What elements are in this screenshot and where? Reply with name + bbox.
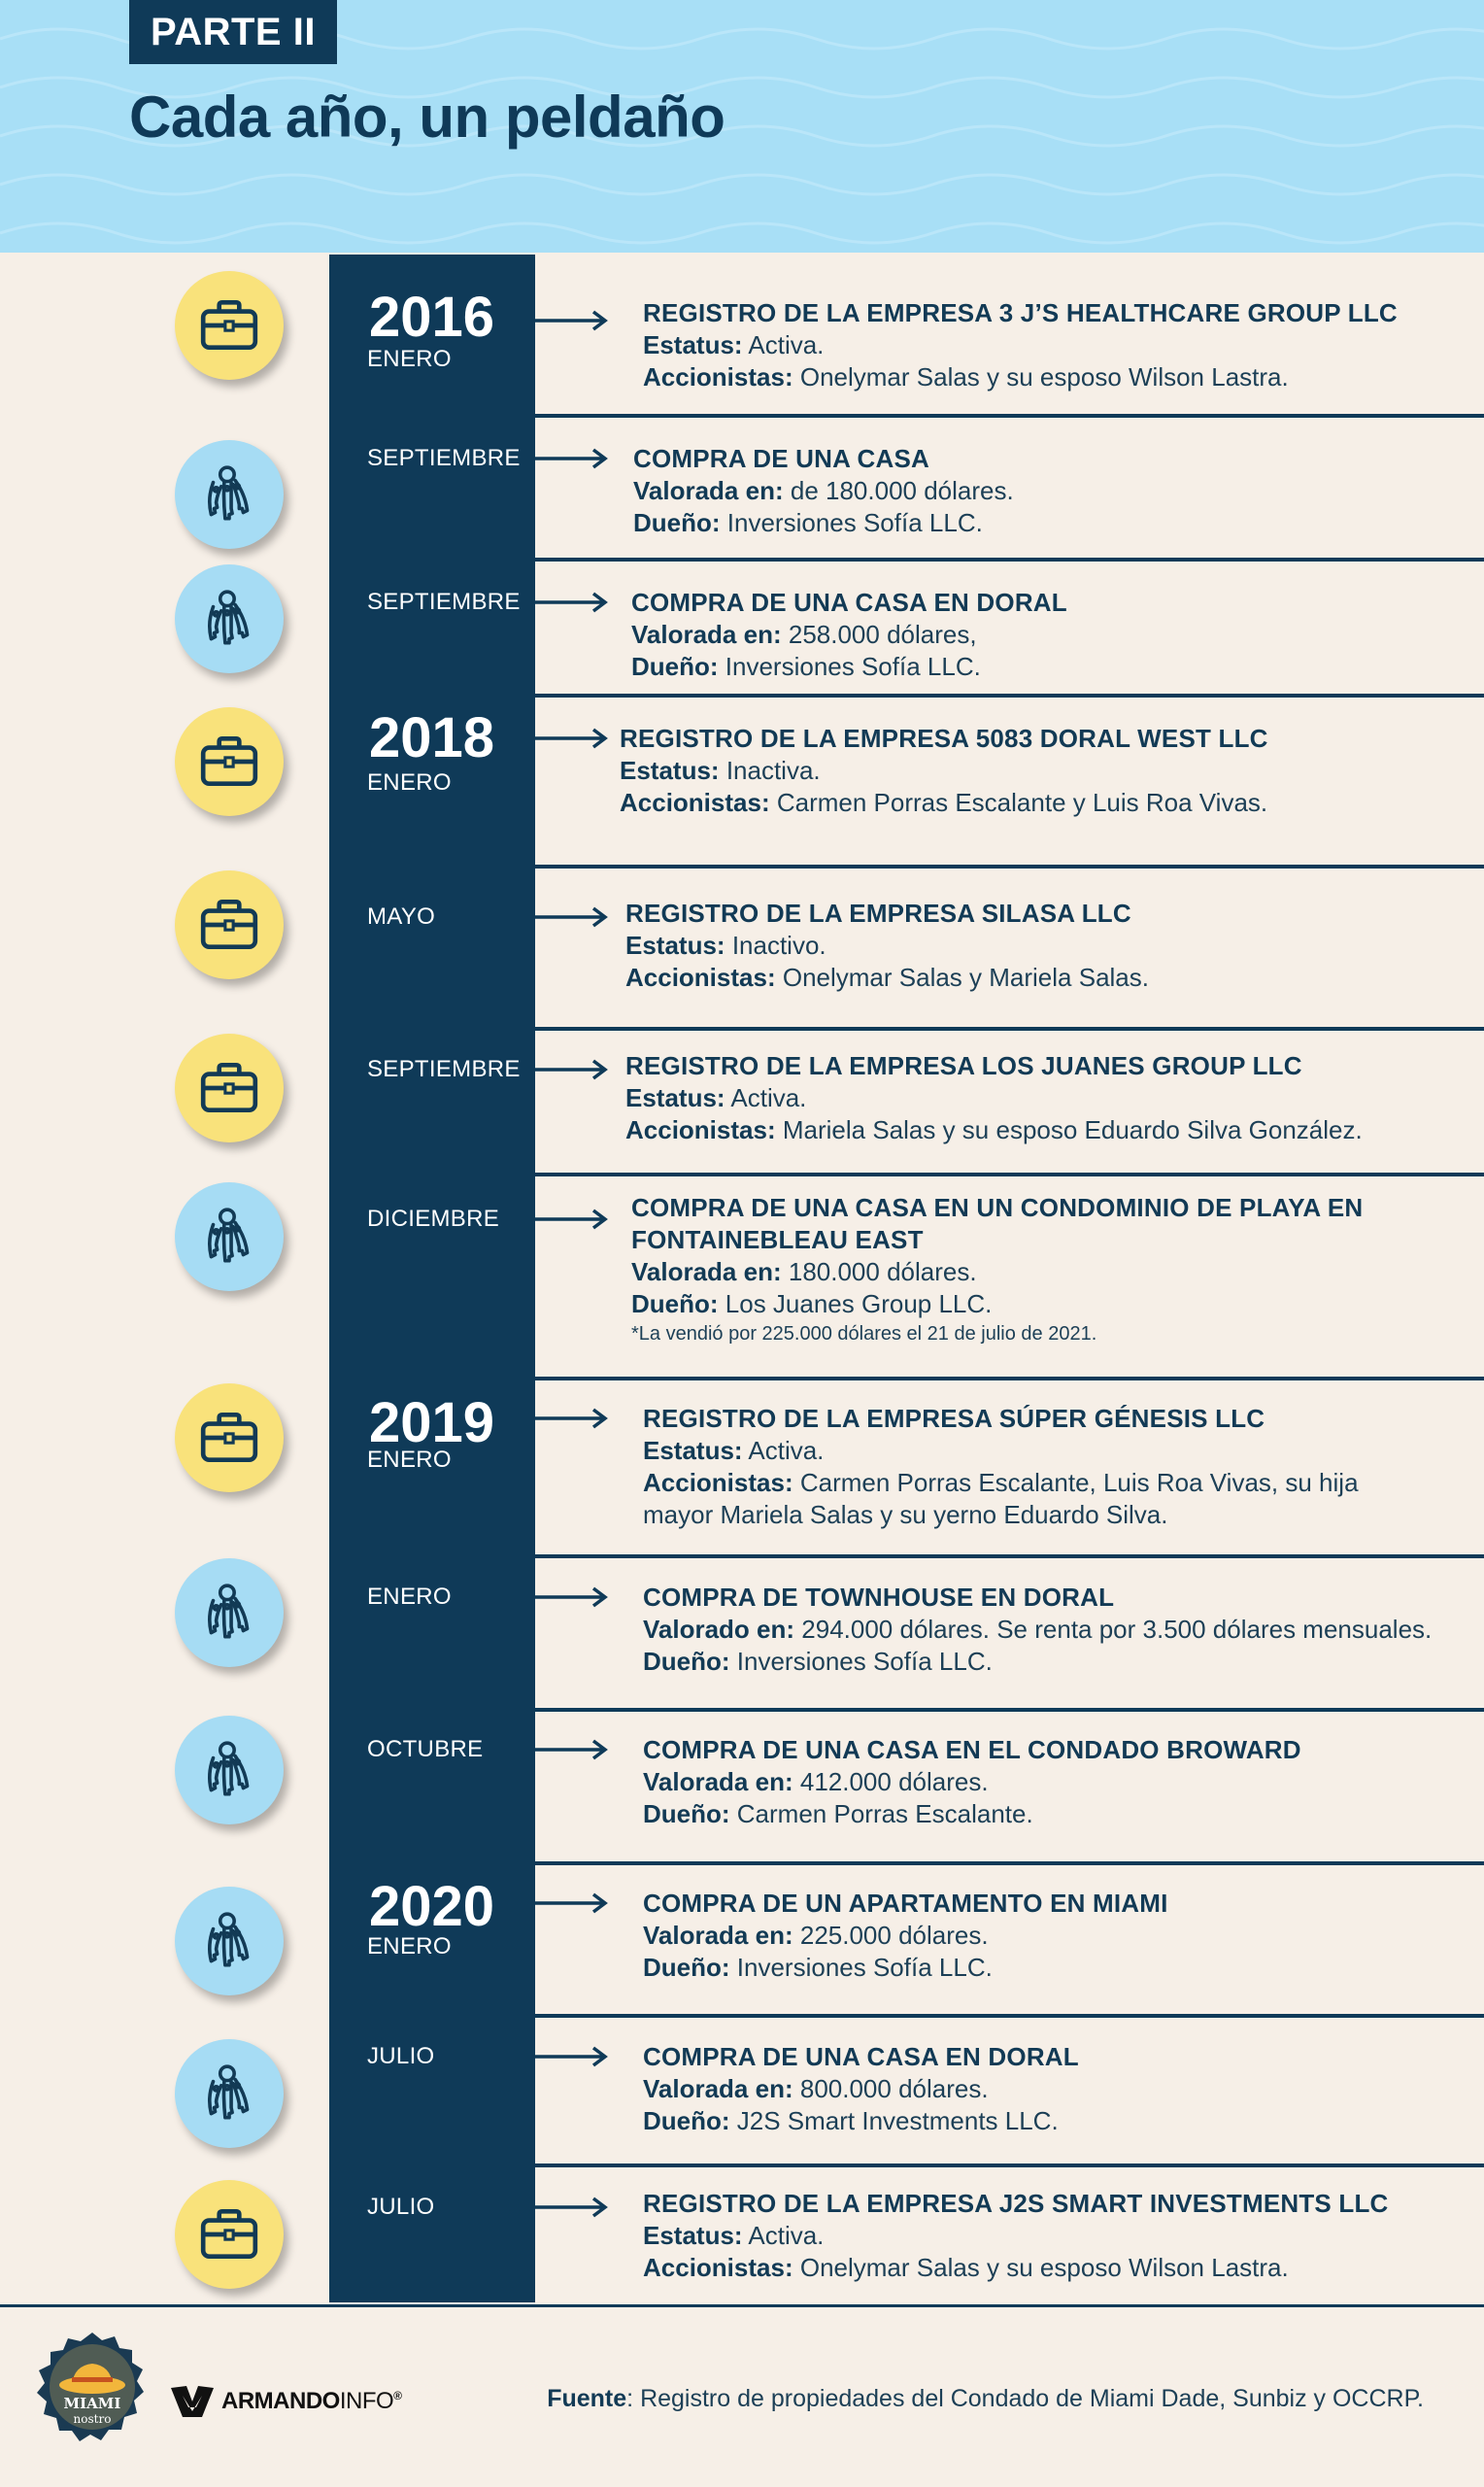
divider xyxy=(535,1027,1484,1031)
entry-text xyxy=(643,297,1398,393)
owner-label: Dueño: xyxy=(633,508,721,537)
owner-label: Dueño: xyxy=(643,2106,730,2135)
entry-title: COMPRA DE UNA CASA EN DORAL xyxy=(643,2042,1079,2071)
divider xyxy=(535,1708,1484,1712)
shareholders-label: Accionistas: xyxy=(643,2253,793,2282)
page-title: Cada año, un peldaño xyxy=(129,85,725,150)
entry-title: COMPRA DE UNA CASA xyxy=(633,444,930,473)
divider xyxy=(535,1377,1484,1380)
keys-icon xyxy=(175,564,284,673)
shareholders-label: Accionistas: xyxy=(625,1115,776,1144)
year-label: 2018 xyxy=(369,706,495,769)
status-label: Estatus: xyxy=(643,1436,743,1465)
status-label: Estatus: xyxy=(643,330,743,359)
value-label: Valorada en: xyxy=(631,1257,782,1286)
arrow-icon xyxy=(535,447,613,470)
arrow-icon xyxy=(535,591,613,614)
year-label: 2019 xyxy=(369,1391,495,1454)
value-label: Valorada en: xyxy=(643,1767,793,1796)
arrow-icon xyxy=(535,1058,613,1081)
month-label: SEPTIEMBRE xyxy=(367,1056,521,1082)
entry-title: REGISTRO DE LA EMPRESA 3 J’S HEALTHCARE GROUP LLC xyxy=(643,298,1398,327)
shareholders-value: Carmen Porras Escalante y Luis Roa Vivas. xyxy=(776,788,1268,817)
value-value: 225.000 dólares. xyxy=(799,1921,989,1950)
nostro-logo-text: nostro xyxy=(73,2412,112,2426)
year-label: 2020 xyxy=(369,1875,495,1938)
owner-value: Inversiones Sofía LLC. xyxy=(725,652,981,681)
entry-title-cont: FONTAINEBLEAU EAST xyxy=(631,1225,924,1254)
shareholders-value: Onelymar Salas y Mariela Salas. xyxy=(782,963,1149,992)
source-label: Fuente xyxy=(547,2385,627,2412)
value-value: 412.000 dólares. xyxy=(799,1767,989,1796)
entry-title: REGISTRO DE LA EMPRESA J2S SMART INVESTMENTS LLC xyxy=(643,2189,1389,2218)
arrow-icon xyxy=(535,2045,613,2068)
entry-title: COMPRA DE UNA CASA EN DORAL xyxy=(631,588,1067,617)
owner-value: J2S Smart Investments LLC. xyxy=(736,2106,1059,2135)
arrow-icon xyxy=(535,2196,613,2219)
divider xyxy=(535,1861,1484,1865)
miami-logo-text: MIAMI xyxy=(63,2395,121,2412)
value-label: Valorado en: xyxy=(643,1615,795,1644)
briefcase-icon xyxy=(175,1383,284,1492)
divider xyxy=(535,414,1484,418)
source-text: : Registro de propiedades del Condado de Miami Dade, Sunbiz y OCCRP. xyxy=(626,2385,1424,2412)
arrow-icon xyxy=(535,1585,613,1609)
value-value: 180.000 dólares. xyxy=(788,1257,977,1286)
entry-text xyxy=(620,723,1268,819)
entry-title: COMPRA DE UNA CASA EN EL CONDADO BROWARD xyxy=(643,1735,1301,1764)
footer xyxy=(0,2307,1484,2487)
month-label: OCTUBRE xyxy=(367,1736,484,1762)
section-label: PARTE II xyxy=(129,0,337,64)
divider xyxy=(535,1173,1484,1176)
header xyxy=(0,0,1484,253)
month-label: ENERO xyxy=(367,1933,452,1959)
shareholders-value-cont: mayor Mariela Salas y su yerno Eduardo Silva. xyxy=(643,1500,1168,1529)
owner-value: Inversiones Sofía LLC. xyxy=(736,1647,993,1676)
month-label: ENERO xyxy=(367,1447,452,1473)
owner-label: Dueño: xyxy=(643,1647,730,1676)
entry-title: REGISTRO DE LA EMPRESA LOS JUANES GROUP LLC xyxy=(625,1051,1302,1080)
owner-label: Dueño: xyxy=(643,1953,730,1982)
owner-label: Dueño: xyxy=(631,1289,719,1318)
entry-text xyxy=(625,898,1149,994)
timeline-spine xyxy=(329,255,535,2302)
keys-icon xyxy=(175,1887,284,1995)
month-label: JULIO xyxy=(367,2043,435,2069)
entry-title: REGISTRO DE LA EMPRESA 5083 DORAL WEST LLC xyxy=(620,724,1268,753)
owner-label: Dueño: xyxy=(643,1799,730,1828)
entry-text xyxy=(625,1050,1363,1146)
armando-word: ARMANDO xyxy=(221,2388,340,2414)
arrow-icon xyxy=(535,1891,613,1915)
entry-text xyxy=(631,587,1067,683)
divider xyxy=(535,2163,1484,2167)
registered-mark: ® xyxy=(393,2389,402,2402)
entry-title: COMPRA DE TOWNHOUSE EN DORAL xyxy=(643,1583,1115,1612)
status-value: Activa. xyxy=(748,1436,825,1465)
entry-text xyxy=(643,2041,1079,2137)
entry-text xyxy=(633,443,1014,539)
shareholders-label: Accionistas: xyxy=(625,963,776,992)
keys-icon xyxy=(175,1558,284,1667)
entry-title: REGISTRO DE LA EMPRESA SILASA LLC xyxy=(625,899,1131,928)
arrow-icon xyxy=(535,1407,613,1430)
briefcase-icon xyxy=(175,2180,284,2289)
entry-text xyxy=(643,1403,1359,1531)
divider xyxy=(535,865,1484,869)
month-label: JULIO xyxy=(367,2194,435,2220)
month-label: SEPTIEMBRE xyxy=(367,589,521,615)
month-label: DICIEMBRE xyxy=(367,1206,500,1232)
entry-title: COMPRA DE UNA CASA EN UN CONDOMINIO DE PLAYA EN xyxy=(631,1193,1364,1222)
value-label: Valorada en: xyxy=(631,620,782,649)
divider xyxy=(535,558,1484,562)
armando-info-logo xyxy=(169,2382,402,2421)
shareholders-label: Accionistas: xyxy=(643,362,793,392)
entry-text xyxy=(643,1888,1168,1984)
value-label: Valorada en: xyxy=(633,476,784,505)
shareholders-value: Onelymar Salas y su esposo Wilson Lastra. xyxy=(799,362,1289,392)
status-value: Inactivo. xyxy=(731,931,826,960)
shareholders-label: Accionistas: xyxy=(620,788,770,817)
status-label: Estatus: xyxy=(643,2221,743,2250)
entry-title: COMPRA DE UN APARTAMENTO EN MIAMI xyxy=(643,1889,1168,1918)
value-label: Valorada en: xyxy=(643,1921,793,1950)
owner-value: Carmen Porras Escalante. xyxy=(736,1799,1033,1828)
month-label: ENERO xyxy=(367,769,452,796)
entry-text xyxy=(643,1734,1301,1830)
arrow-icon xyxy=(535,1738,613,1761)
status-value: Activa. xyxy=(748,330,825,359)
owner-value: Inversiones Sofía LLC. xyxy=(736,1953,993,1982)
status-value: Activa. xyxy=(748,2221,825,2250)
value-value: 258.000 dólares, xyxy=(788,620,977,649)
shareholders-value: Onelymar Salas y su esposo Wilson Lastra. xyxy=(799,2253,1289,2282)
divider xyxy=(535,694,1484,698)
arrow-icon xyxy=(535,1208,613,1231)
owner-value: Inversiones Sofía LLC. xyxy=(726,508,983,537)
keys-icon xyxy=(175,440,284,549)
month-label: ENERO xyxy=(367,346,452,372)
month-label: SEPTIEMBRE xyxy=(367,445,521,471)
status-value: Inactiva. xyxy=(725,756,821,785)
value-value: 800.000 dólares. xyxy=(799,2074,989,2103)
keys-icon xyxy=(175,1716,284,1824)
year-label: 2016 xyxy=(369,286,495,349)
entry-title: REGISTRO DE LA EMPRESA SÚPER GÉNESIS LLC xyxy=(643,1404,1265,1433)
status-label: Estatus: xyxy=(625,931,725,960)
shareholders-value: Mariela Salas y su esposo Eduardo Silva González. xyxy=(782,1115,1363,1144)
briefcase-icon xyxy=(175,707,284,816)
arrow-icon xyxy=(535,309,613,332)
value-label: Valorada en: xyxy=(643,2074,793,2103)
divider xyxy=(535,1554,1484,1558)
arrow-icon xyxy=(535,727,613,750)
entry-text xyxy=(643,1582,1432,1678)
miami-nostro-logo xyxy=(29,2331,155,2457)
briefcase-icon xyxy=(175,271,284,380)
status-value: Activa. xyxy=(730,1083,807,1112)
sale-note: *La vendió por 225.000 dólares el 21 de julio de 2021. xyxy=(631,1323,1097,1345)
source-note xyxy=(547,2385,1424,2413)
owner-value: Los Juanes Group LLC. xyxy=(725,1289,993,1318)
keys-icon xyxy=(175,1182,284,1291)
divider xyxy=(535,2014,1484,2018)
shareholders-value: Carmen Porras Escalante, Luis Roa Vivas, su hija xyxy=(799,1468,1359,1497)
owner-label: Dueño: xyxy=(631,652,719,681)
shareholders-label: Accionistas: xyxy=(643,1468,793,1497)
entry-text xyxy=(643,2188,1389,2284)
arrow-icon xyxy=(535,905,613,929)
value-value: de 180.000 dólares. xyxy=(790,476,1014,505)
month-label: MAYO xyxy=(367,903,436,930)
briefcase-icon xyxy=(175,870,284,979)
armando-mark-icon xyxy=(169,2382,216,2421)
info-word: INFO xyxy=(339,2388,394,2414)
status-label: Estatus: xyxy=(620,756,720,785)
month-label: ENERO xyxy=(367,1584,452,1610)
entry-text xyxy=(631,1192,1363,1347)
value-value: 294.000 dólares. Se renta por 3.500 dólares mensuales. xyxy=(801,1615,1433,1644)
briefcase-icon xyxy=(175,1034,284,1142)
keys-icon xyxy=(175,2039,284,2148)
status-label: Estatus: xyxy=(625,1083,725,1112)
